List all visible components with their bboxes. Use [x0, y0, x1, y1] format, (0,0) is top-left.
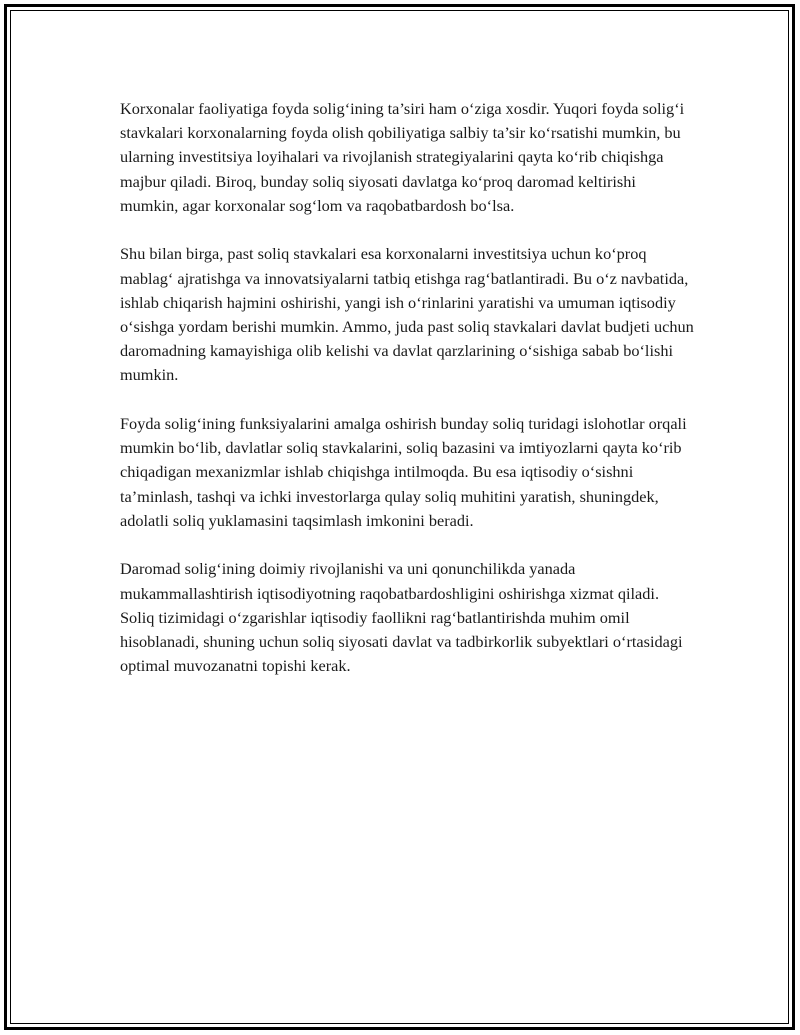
paragraph-1: Korxonalar faoliyatiga foyda solig‘ining ta’siri ham o‘ziga xosdir. Yuqori foyda solig‘i stavkalari korxonalarning foyda olish qobiliyatiga salbiy ta’sir ko‘rsatishi mumkin, bu ularning investitsiya loyihalari va rivojlanish strategiyalarini qayta ko‘rib chiqishga majbur qiladi. Biroq, bunday soliq siyosati davlatga ko‘proq daromad keltirishi mumkin, agar korxonalar sog‘lom va raqobatbardosh bo‘lsa. [120, 99, 685, 215]
page-frame [4, 4, 795, 1030]
paragraph-4: Daromad solig‘ining doimiy rivojlanishi va uni qonunchilikda yanada mukammallashtirish iqtisodiyotning raqobatbardoshligini oshirishga xizmat qiladi. Soliq tizimidagi o‘zgarishlar iqtisodiy faollikni rag‘batlantirishda muhim omil hisoblanadi, shuning uchun soliq siyosati davlat va tadbirkorlik subyektlari o‘rtasidagi optimal muvozanatni topishi kerak. [120, 559, 683, 676]
paragraph-2: Shu bilan birga, past soliq stavkalari esa korxonalarni investitsiya uchun ko‘proq mablag‘ ajratishga va innovatsiyalarni tatbiq etishga rag‘batlantiradi. Bu o‘z navbatida, ishlab chiqarish hajmini oshirishi, yangi ish o‘rinlarini yaratishi va umuman iqtisodiy o‘sishga yordam berishi mumkin. Ammo, juda past soliq stavkalari davlat budjeti uchun daromadning kamayishiga olib kelishi va davlat qarzlarining o‘sishiga sabab bo‘lishi mumkin. [120, 244, 694, 385]
document-body [120, 97, 695, 703]
paragraph-3: Foyda solig‘ining funksiyalarini amalga oshirish bunday soliq turidagi islohotlar orqali mumkin bo‘lib, davlatlar soliq stavkalarini, soliq bazasini va imtiyozlarni qayta ko‘rib chiqadigan mexanizmlar ishlab chiqishga intilmoqda. Bu esa iqtisodiy o‘sishni ta’minlash, tashqi va ichki investorlarga qulay soliq muhitini yaratish, shuningdek, adolatli soliq yuklamasini taqsimlash imkonini beradi. [120, 414, 687, 530]
